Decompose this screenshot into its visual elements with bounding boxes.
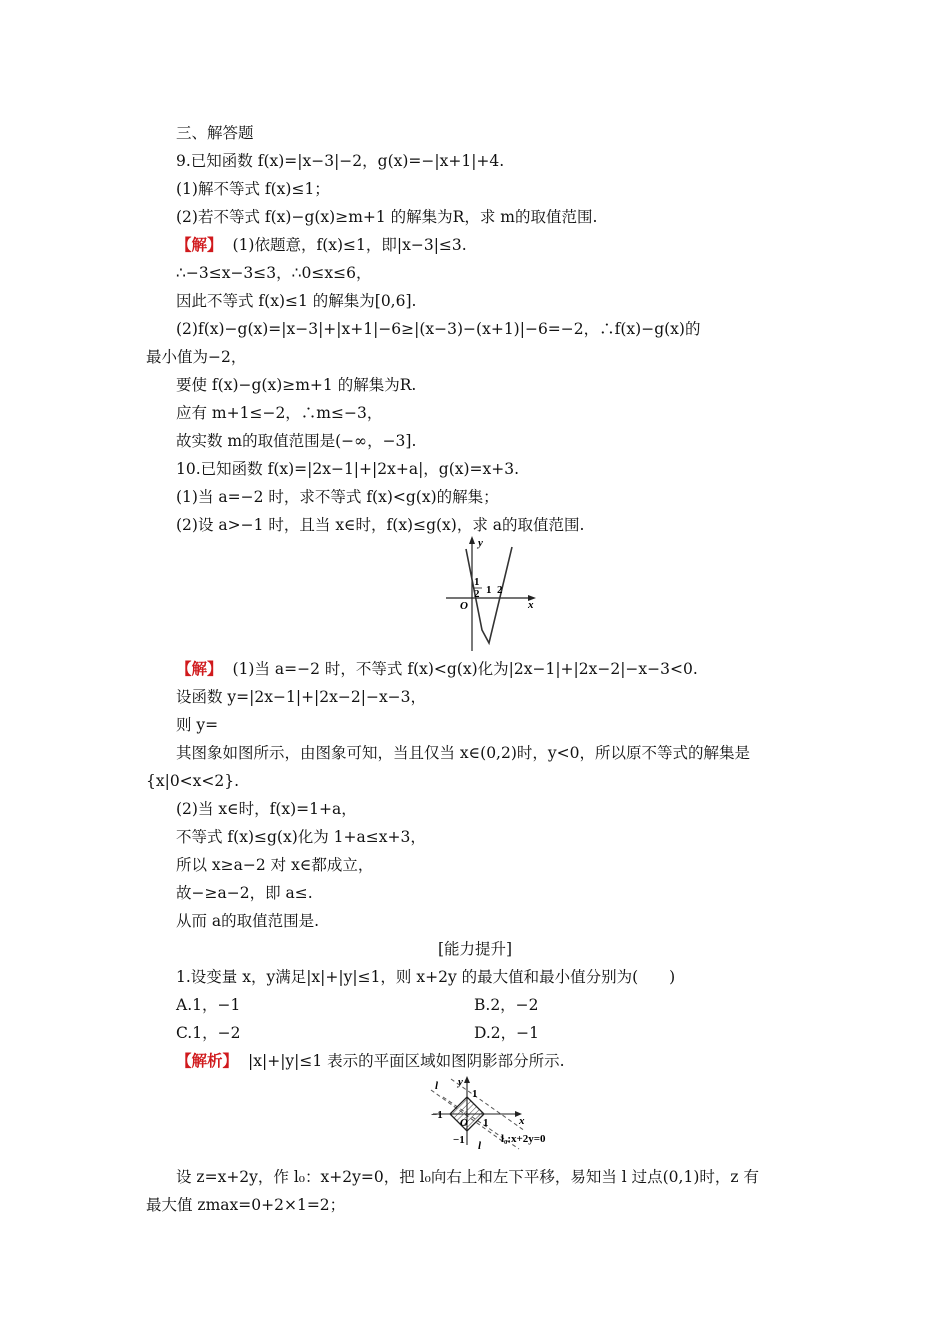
- q10-solution-line: 设函数 y=|2x−1|+|2x−2|−x−3，: [176, 688, 427, 706]
- q10-solution-line: 则 y=: [176, 716, 219, 734]
- origin-label: O: [460, 1117, 468, 1129]
- q10-solution-line-0: 【解】 (1)当 a=−2 时，不等式 f(x)<g(x)化为|2x−1|+|2x−2|−x−3<0.: [176, 659, 698, 678]
- q9-solution-line: ∴−3≤x−3≤3，∴0≤x≤6，: [176, 264, 372, 282]
- q9-solution-tag: 【解】: [176, 235, 223, 254]
- q1-stem: 1.设变量 x，y满足|x|+|y|≤1，则 x+2y 的最大值和最小值分别为( ): [176, 968, 676, 986]
- section-title: 三、解答题: [176, 124, 254, 142]
- x-label: x: [519, 1115, 525, 1127]
- q10-function-graph: [440, 535, 550, 653]
- q1-solution-line: 最大值 zmax=0+2×1=2；: [146, 1196, 346, 1214]
- q9-part1: (1)解不等式 f(x)≤1；: [176, 180, 330, 198]
- q9-solution-line-0: 【解】 (1)依题意，f(x)≤1，即|x−3|≤3.: [176, 235, 467, 254]
- q1-solution-line: 设 z=x+2y，作 l₀：x+2y=0，把 l₀向右上和左下平移，易知当 l 过点(0,1)时，z 有: [176, 1168, 759, 1186]
- q9-solution-line: 应有 m+1≤−2，∴m≤−3，: [176, 404, 383, 422]
- q10-part2: (2)设 a>−1 时，且当 x∈时，f(x)≤g(x)，求 a的取值范围.: [176, 516, 585, 534]
- tick-neg-one-left: −1: [431, 1109, 443, 1121]
- q9-solution-line: 最小值为−2，: [146, 348, 247, 366]
- q1-option-a: A.1，−1: [176, 996, 241, 1014]
- q9-solution-line: 故实数 m的取值范围是(−∞，−3].: [176, 432, 417, 450]
- q10-solution-line: 从而 a的取值范围是.: [176, 912, 320, 930]
- q9-solution-line: (2)f(x)−g(x)=|x−3|+|x+1|−6≥|(x−3)−(x+1)|−6=−2，∴f(x)−g(x)的: [176, 320, 701, 338]
- origin-label: O: [460, 600, 468, 612]
- label-l-bottom: l: [478, 1140, 482, 1152]
- q10-solution-line: {x|0<x<2}.: [146, 772, 240, 790]
- q9-stem: 9.已知函数 f(x)=|x−3|−2，g(x)=−|x+1|+4.: [176, 152, 505, 170]
- q1-region-graph: [425, 1073, 565, 1155]
- x-label: x: [528, 599, 534, 611]
- tick-two: 2: [497, 584, 503, 596]
- tick-half-numerator: 1: [474, 576, 480, 588]
- y-axis-arrow: [464, 1076, 470, 1083]
- q9-solution-line: 因此不等式 f(x)≤1 的解集为[0,6].: [176, 292, 417, 310]
- q1-solution-tag: 【解析】: [176, 1051, 239, 1070]
- tick-one: 1: [486, 584, 492, 596]
- q10-solution-line: (2)当 x∈时，f(x)=1+a，: [176, 800, 357, 818]
- label-l0-equation: l₀:x+2y=0: [501, 1133, 546, 1145]
- q10-part1: (1)当 a=−2 时，求不等式 f(x)<g(x)的解集；: [176, 488, 499, 506]
- tick-half-denominator: 2: [474, 588, 480, 600]
- q1-option-d: D.2，−1: [474, 1024, 540, 1042]
- q9-solution-line: 要使 f(x)−g(x)≥m+1 的解集为R.: [176, 376, 417, 394]
- tick-one-right: 1: [483, 1117, 489, 1129]
- tick-one-top: 1: [472, 1088, 478, 1100]
- q1-option-c: C.1，−2: [176, 1024, 241, 1042]
- label-l-top: l: [435, 1080, 439, 1092]
- q1-option-b: B.2，−2: [474, 996, 539, 1014]
- q10-solution-line: 故−≥a−2，即 a≤.: [176, 884, 313, 902]
- q1-solution-line-0: 【解析】 |x|+|y|≤1 表示的平面区域如图阴影部分所示.: [176, 1051, 565, 1070]
- y-label: y: [458, 1076, 463, 1088]
- q10-stem: 10.已知函数 f(x)=|2x−1|+|2x+a|，g(x)=x+3.: [176, 460, 520, 478]
- q9-part2: (2)若不等式 f(x)−g(x)≥m+1 的解集为R，求 m的取值范围.: [176, 208, 598, 226]
- ability-section-title: [能力提升]: [437, 940, 513, 958]
- q10-solution-tag: 【解】: [176, 659, 223, 678]
- q10-solution-line: 所以 x≥a−2 对 x∈都成立，: [176, 856, 374, 874]
- y-axis-arrow: [469, 536, 475, 544]
- q10-solution-line: 不等式 f(x)≤g(x)化为 1+a≤x+3，: [176, 828, 426, 846]
- tick-neg-one-bottom: −1: [453, 1134, 465, 1146]
- y-label: y: [478, 537, 483, 549]
- q10-solution-line: 其图象如图所示，由图象可知，当且仅当 x∈(0,2)时，y<0，所以原不等式的解集是: [176, 744, 750, 762]
